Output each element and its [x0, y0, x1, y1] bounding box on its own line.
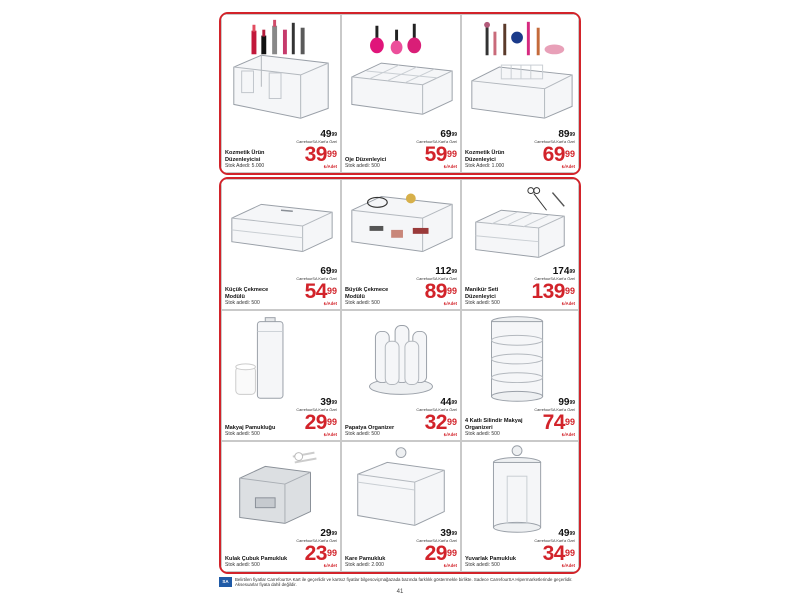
stock-count: Stok adedi: 500 [345, 300, 380, 306]
nail-polish-organizer-icon [342, 15, 460, 125]
card-price: $29^{99}$ [424, 542, 457, 565]
product-name: 4 Katlı Silindir Makyaj Organizeri [465, 418, 523, 431]
square-cotton-box-icon [342, 442, 460, 534]
cosmetic-organizer-icon [222, 15, 340, 125]
stock-count: Stok adedi: 500 [345, 431, 380, 437]
stock-count: Stok adedi: 2.000 [345, 562, 384, 568]
unit-label: ₺/Adet [561, 164, 575, 169]
product-card[interactable] [461, 14, 579, 173]
card-label: CarrefourSA Kart'a Özel [296, 539, 337, 543]
stock-count: Stok Adedi: 5.000 [225, 163, 265, 169]
product-card[interactable] [341, 179, 461, 310]
unit-label: ₺/Adet [561, 301, 575, 306]
unit-label: ₺/Adet [443, 563, 457, 568]
product-name: Oje Düzenleyici [345, 156, 387, 163]
product-card[interactable] [461, 310, 579, 441]
product-card[interactable] [221, 179, 341, 310]
card-price: $139^{99}$ [531, 280, 575, 303]
product-card[interactable] [221, 14, 341, 173]
card-label: CarrefourSA Kart'a Özel [534, 277, 575, 281]
footer-disclaimer [219, 577, 585, 588]
card-label: CarrefourSA Kart'a Özel [416, 140, 457, 144]
product-name: Papatya Organizer [345, 424, 395, 431]
small-drawer-icon [222, 180, 340, 268]
regular-price: $39^{99}$ [320, 397, 337, 408]
stock-count: Stok adedi: 500 [225, 300, 260, 306]
large-drawer-icon [342, 180, 460, 268]
cotton-bud-holder-icon [222, 442, 340, 534]
card-price: $23^{99}$ [304, 542, 337, 565]
card-price: $39^{99}$ [304, 143, 337, 166]
regular-price: $49^{99}$ [558, 528, 575, 539]
unit-label: ₺/Adet [561, 432, 575, 437]
card-label: CarrefourSA Kart'a Özel [296, 277, 337, 281]
product-card[interactable] [341, 441, 461, 572]
unit-label: ₺/Adet [323, 164, 337, 169]
stock-count: Stok Adedi: 1.000 [465, 163, 505, 169]
regular-price: $39^{99}$ [440, 528, 457, 539]
unit-label: ₺/Adet [443, 164, 457, 169]
manicure-organizer-icon [462, 180, 578, 268]
card-label: CarrefourSA Kart'a Özel [534, 408, 575, 412]
cotton-pad-holder-icon [222, 311, 340, 403]
card-price: $69^{99}$ [542, 143, 575, 166]
stock-count: Stok adedi: 500 [225, 431, 260, 437]
card-label: CarrefourSA Kart'a Özel [416, 539, 457, 543]
disclaimer-text: Belirtilen fiyatlar CarrefourSA Kart ile geçerlidir ve kartsız fiyatlar bilgesoviçmağazada bazında farklılık göstermekle birlikte. Sadece CarrefourSA Hipermarketlerinde geçerlidir. Aksesuarlar fiyata dahil değildir. [235, 577, 573, 588]
product-name: Büyük Çekmece Modülü [345, 287, 389, 300]
unit-label: ₺/Adet [443, 301, 457, 306]
regular-price: $99^{99}$ [558, 397, 575, 408]
card-price: $29^{99}$ [304, 411, 337, 434]
page-number: 41 [396, 589, 404, 595]
card-price: $74^{99}$ [542, 411, 575, 434]
product-name: Yuvarlak Pamukluk [465, 555, 516, 562]
makeup-organizer-icon [462, 15, 578, 125]
regular-price: $89^{99}$ [558, 129, 575, 140]
card-price: $34^{99}$ [542, 542, 575, 565]
product-card[interactable] [341, 14, 461, 173]
card-label: CarrefourSA Kart'a Özel [416, 408, 457, 412]
product-name: Makyaj Pamukluğu [225, 424, 276, 431]
stock-count: Stok adedi: 500 [465, 431, 500, 437]
product-card[interactable] [461, 441, 579, 572]
card-label: CarrefourSA Kart'a Özel [296, 140, 337, 144]
card-price: $89^{99}$ [424, 280, 457, 303]
stock-count: Stok adedi: 500 [345, 163, 380, 169]
regular-price: $29^{99}$ [320, 528, 337, 539]
stock-count: Stok adedi: 500 [465, 300, 500, 306]
product-name: Küçük Çekmece Modülü [225, 287, 269, 300]
regular-price: $174^{99}$ [552, 266, 575, 277]
product-card[interactable] [341, 310, 461, 441]
cylinder-organizer-icon [462, 311, 578, 403]
regular-price: $69^{99}$ [320, 266, 337, 277]
card-price: $54^{99}$ [304, 280, 337, 303]
card-label: CarrefourSA Kart'a Özel [416, 277, 457, 281]
card-price: $59^{99}$ [424, 143, 457, 166]
card-price: $32^{99}$ [424, 411, 457, 434]
card-label: CarrefourSA Kart'a Özel [296, 408, 337, 412]
unit-label: ₺/Adet [323, 301, 337, 306]
regular-price: $69^{99}$ [440, 129, 457, 140]
regular-price: $49^{99}$ [320, 129, 337, 140]
stock-count: Stok adedi: 500 [225, 562, 260, 568]
product-card[interactable] [221, 310, 341, 441]
daisy-organizer-icon [342, 311, 460, 403]
product-name: Kare Pamukluk [345, 555, 386, 562]
carrefoursa-badge-icon: SA [219, 577, 232, 587]
unit-label: ₺/Adet [323, 563, 337, 568]
top-product-panel [219, 12, 581, 175]
unit-label: ₺/Adet [561, 563, 575, 568]
product-name: Kulak Çubuk Pamukluk [225, 555, 288, 562]
regular-price: $44^{99}$ [440, 397, 457, 408]
product-card[interactable] [221, 441, 341, 572]
regular-price: $112^{99}$ [435, 266, 457, 277]
product-name: Manikür Seti Düzenleyici [465, 287, 499, 300]
bottom-product-panel [219, 177, 581, 574]
unit-label: ₺/Adet [323, 432, 337, 437]
round-cotton-jar-icon [462, 442, 578, 534]
card-label: CarrefourSA Kart'a Özel [534, 140, 575, 144]
unit-label: ₺/Adet [443, 432, 457, 437]
card-label: CarrefourSA Kart'a Özel [534, 539, 575, 543]
product-card[interactable] [461, 179, 579, 310]
product-name: Kozmetik Ürün Düzenleyicisi [225, 150, 265, 163]
stock-count: Stok adedi: 500 [465, 562, 500, 568]
product-name: Kozmetik Ürün Düzenleyici [465, 150, 505, 163]
